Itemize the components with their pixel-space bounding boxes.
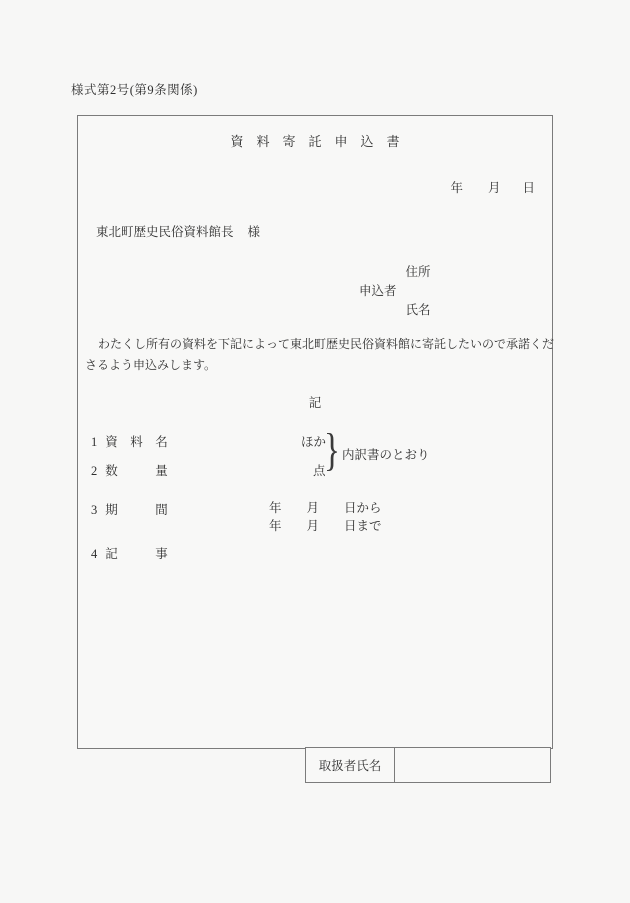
recipient-line [96, 222, 260, 240]
item-4-label: 記 事 [105, 547, 168, 561]
form-border-box [77, 115, 553, 749]
item-row-2 [91, 461, 168, 479]
form-title: 資料寄託申込書 [230, 134, 413, 149]
item-4-number: 4 [91, 547, 98, 561]
record-heading: 記 [308, 396, 322, 410]
applicant-block [359, 262, 431, 318]
month-label: 月 [487, 181, 501, 195]
item-row-1 [91, 432, 168, 450]
item-1-number: 1 [91, 435, 98, 449]
address-label: 住所 [405, 265, 431, 279]
period-to-line: 年 月 日まで [269, 518, 382, 533]
item-3-number: 3 [91, 503, 98, 517]
year-label: 年 [450, 181, 463, 195]
item-1-label: 資 料 名 [105, 435, 168, 449]
body-line-2: さるよう申込みします。 [85, 358, 217, 372]
handler-table [305, 747, 551, 783]
item-row-4 [91, 544, 168, 562]
item-2-value: 点 [313, 464, 326, 478]
day-label: 日 [522, 181, 535, 195]
recipient-name: 東北町歴史民俗資料館長 [96, 225, 234, 239]
item-2-label: 数 量 [105, 464, 168, 478]
name-label: 氏名 [405, 303, 431, 317]
form-number-label: 様式第2号(第9条関係) [71, 83, 198, 97]
date-line [450, 178, 535, 196]
body-line-1: わたくし所有の資料を下記によって東北町歴史民俗資料館に寄託したいので承諾くだ [98, 337, 555, 351]
period-from-line: 年 月 日から [269, 501, 382, 515]
applicant-fields [406, 262, 431, 318]
handler-label-cell: 取扱者氏名 [306, 748, 395, 782]
handler-value-cell [395, 748, 550, 782]
item-1-value: ほか [301, 435, 327, 449]
grouping-brace: } [324, 424, 340, 475]
item-row-3 [91, 500, 168, 518]
item-3-value [269, 500, 382, 535]
item-2-number: 2 [91, 464, 98, 478]
body-paragraph [85, 334, 555, 376]
item-3-label: 期 間 [105, 503, 168, 517]
recipient-honorific: 様 [247, 225, 261, 239]
brace-note: 内訳書のとおり [342, 448, 430, 462]
applicant-label: 申込者 [359, 284, 397, 298]
